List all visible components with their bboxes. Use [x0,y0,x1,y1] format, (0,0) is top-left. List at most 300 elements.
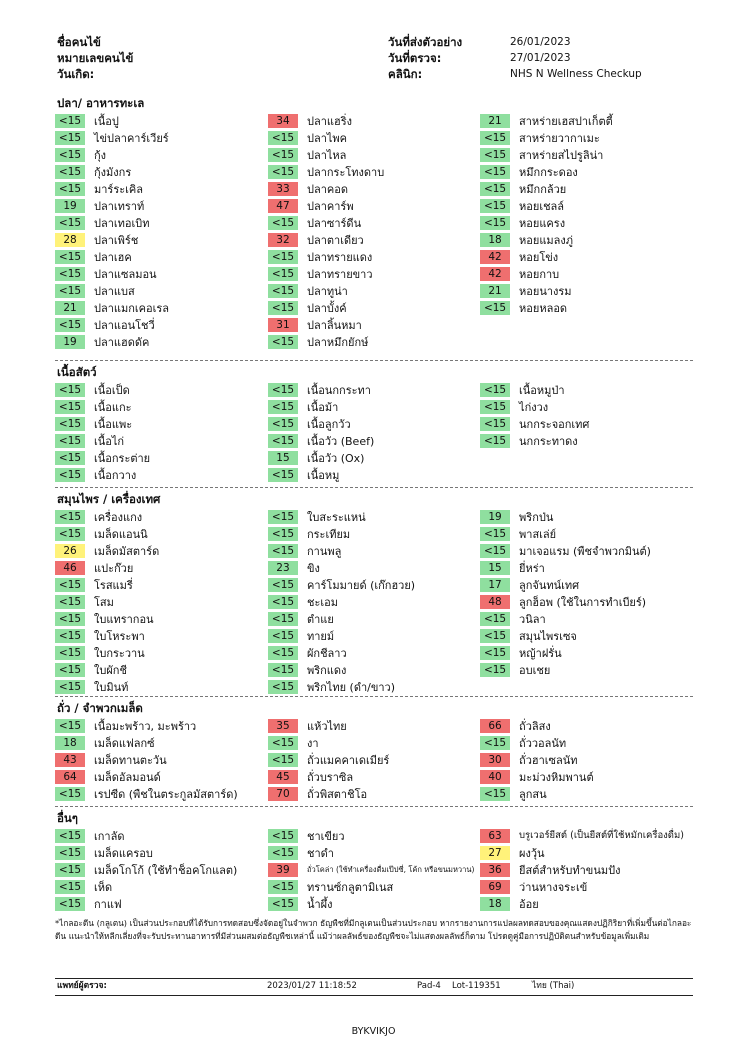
allergen-name: แปะก๊วย [94,561,134,575]
result-badge: <15 [268,612,298,626]
allergen-column [480,508,693,695]
allergen-name: เมล็ดแอนนิ [94,527,148,541]
result-badge: <15 [268,400,298,414]
section-columns [55,112,693,350]
allergen-row [480,768,693,785]
allergen-row [480,895,693,912]
allergen-row [55,508,268,525]
result-badge: <15 [55,612,85,626]
allergen-name: แห้วไทย [306,719,347,733]
allergen-row [55,785,268,802]
allergen-row [268,333,480,350]
allergen-name: ปลาแฮริ่ง [306,114,352,128]
allergen-column [55,381,268,483]
allergen-row [55,265,268,282]
result-badge: <15 [268,301,298,315]
section-columns [55,508,693,695]
allergen-name: เห็ด [94,880,113,894]
allergen-row [268,895,480,912]
allergen-row [268,576,480,593]
result-badge: 28 [55,233,85,247]
allergen-name: สมุนไพรเซจ [519,629,577,643]
result-badge: <15 [55,468,85,482]
allergen-row [480,197,693,214]
allergen-row [480,844,693,861]
result-badge: <15 [480,663,510,677]
allergen-row [55,542,268,559]
allergen-name: ปลาทรายแดง [306,250,373,264]
result-badge: <15 [268,131,298,145]
allergen-name: ปลาแซลมอน [94,267,157,281]
result-badge: <15 [55,846,85,860]
allergen-name: เนื้อลูกวัว [306,417,351,431]
brand-footer: BYKVIKJO [351,1026,396,1037]
allergen-row [55,661,268,678]
allergen-name: เนื้อกวาง [94,468,137,482]
allergen-row [480,717,693,734]
allergen-name: หอยกาบ [519,267,560,281]
allergen-name: ปลาบั้งค์ [306,301,347,315]
result-badge: <15 [480,131,510,145]
allergen-row [55,316,268,333]
result-badge: <15 [55,719,85,733]
allergen-row [480,129,693,146]
allergen-row [55,231,268,248]
allergen-name: โรสแมรี่ [94,578,133,592]
allergen-row [55,610,268,627]
allergen-row [268,146,480,163]
result-badge: <15 [268,165,298,179]
allergen-name: ปลาทูน่า [306,284,348,298]
result-badge: <15 [480,301,510,315]
allergen-row [480,644,693,661]
result-badge: <15 [480,736,510,750]
result-badge: <15 [480,216,510,230]
allergen-name: ปลาเพิร์ช [94,233,139,247]
result-badge: <15 [268,267,298,281]
result-badge: <15 [268,663,298,677]
allergen-row [55,525,268,542]
allergen-name: เรปซีด (พืชในตระกูลมัสตาร์ด) [94,787,238,801]
allergen-name: ปลาแบส [94,284,135,298]
allergen-name: เครื่องแกง [94,510,143,524]
allergen-row [268,542,480,559]
allergen-column [55,508,268,695]
allergen-row [480,398,693,415]
allergen-name: ถั่วแมคคาเดเมียร์ [306,753,390,767]
allergen-name: เมล็ดโกโก้ (ใช้ทำช็อคโกแลต) [94,863,238,877]
allergen-name: นกกระจอกเทศ [519,417,590,431]
allergen-name: เนื้อม้า [306,400,339,414]
allergen-name: ขิง [306,561,320,575]
allergen-name: ปลาเทราท์ [94,199,145,213]
allergen-row [55,844,268,861]
result-badge: 43 [55,753,85,767]
allergen-row [480,610,693,627]
allergen-row [55,895,268,912]
allergen-row [55,768,268,785]
allergen-row [480,661,693,678]
allergen-name: อบเชย [519,663,551,677]
result-badge: <15 [268,846,298,860]
allergen-row [268,861,480,878]
result-badge: 42 [480,267,510,281]
result-badge: 35 [268,719,298,733]
result-badge: <15 [480,383,510,397]
allergen-name: หมึกกระดอง [519,165,578,179]
allergen-row [268,449,480,466]
allergen-row [480,214,693,231]
allergen-row [55,248,268,265]
allergen-row [55,180,268,197]
result-badge: <15 [268,680,298,694]
allergen-name: ว่านหางจระเข้ [519,880,588,894]
result-badge: <15 [55,897,85,911]
result-badge: <15 [55,318,85,332]
allergen-row [480,576,693,593]
allergen-row [268,265,480,282]
header-row [57,66,697,82]
result-badge: 39 [268,863,298,877]
allergen-row [268,466,480,483]
allergen-name: เมล็ดทานตะวัน [94,753,167,767]
allergen-row [268,112,480,129]
test-date-value: 27/01/2023 [510,52,571,64]
test-date-label: วันที่ตรวจ: [388,51,442,65]
allergen-row [480,861,693,878]
result-badge: 21 [480,114,510,128]
allergen-name: เนื้อนกกระทา [306,383,371,397]
allergen-row [55,299,268,316]
allergen-name: ลูกฮ็อพ (ใช้ในการทำเบียร์) [519,595,647,609]
allergen-name: ถั่ววอลนัท [519,736,567,750]
section-title: ปลา/ อาหารทะเล [57,96,145,110]
allergen-row [268,593,480,610]
result-badge: <15 [480,417,510,431]
allergen-row [55,466,268,483]
allergen-name: ใบมินท์ [94,680,129,694]
result-badge: <15 [268,335,298,349]
allergen-row [480,432,693,449]
result-badge: <15 [480,646,510,660]
allergen-name: ไก่งวง [519,400,549,414]
result-badge: <15 [55,216,85,230]
allergen-row [55,861,268,878]
allergen-row [480,231,693,248]
result-badge: 31 [268,318,298,332]
allergen-row [268,316,480,333]
allergen-row [55,398,268,415]
patient-header [57,34,697,82]
allergen-row [55,129,268,146]
allergen-row [268,661,480,678]
result-badge: <15 [268,829,298,843]
allergen-section [55,491,693,695]
allergen-name: ผักชีลาว [306,646,347,660]
result-badge: <15 [480,612,510,626]
allergen-row [480,785,693,802]
result-badge: <15 [268,216,298,230]
allergen-name: เมล็ดอัลมอนด์ [94,770,161,784]
result-badge: <15 [55,829,85,843]
allergen-row [480,525,693,542]
result-badge: <15 [268,250,298,264]
allergen-row [55,827,268,844]
result-badge: <15 [55,131,85,145]
result-badge: <15 [480,527,510,541]
result-badge: 70 [268,787,298,801]
allergen-row [55,163,268,180]
result-badge: <15 [268,578,298,592]
allergen-name: เนื้อวัว (Beef) [306,434,375,448]
allergen-name: หญ้าฝรั่น [519,646,562,660]
result-badge: 23 [268,561,298,575]
allergen-row [480,265,693,282]
allergen-name: อ้อย [519,897,539,911]
allergen-name: พริกป่น [519,510,554,524]
allergen-row [480,627,693,644]
header-row [57,50,697,66]
result-badge: 17 [480,578,510,592]
allergen-row [55,559,268,576]
result-badge: <15 [55,400,85,414]
allergen-name: ถั่วฮาเซลนัท [519,753,578,767]
allergen-name: ปลาซาร์ดีน [306,216,362,230]
allergen-row [268,197,480,214]
allergen-row [480,299,693,316]
allergen-row [480,559,693,576]
allergen-name: กานพลู [306,544,342,558]
result-badge: <15 [268,646,298,660]
allergen-row [268,751,480,768]
allergen-name: งา [306,736,319,750]
result-badge: <15 [55,267,85,281]
result-badge: <15 [480,434,510,448]
allergen-name: ปลาแอนโชวี่ [94,318,155,332]
lot-number: Lot-119351 [452,981,501,991]
section-columns [55,381,693,483]
result-badge: 19 [480,510,510,524]
allergen-name: บรูเวอร์ยีสต์ (เป็นยีสต์ที่ใช้หมักเครื่องดื่ม) [519,830,684,841]
allergen-row [268,248,480,265]
result-badge: <15 [55,510,85,524]
allergen-name: ถั่วลิสง [519,719,551,733]
allergen-column [268,827,480,912]
allergen-name: นกกระทาดง [519,434,578,448]
result-badge: 15 [268,451,298,465]
allergen-name: เมล็ดแครอบ [94,846,153,860]
allergen-name: คาร์โมมายด์ (เก๊กฮวย) [306,578,416,592]
allergen-row [268,525,480,542]
result-badge: 19 [55,199,85,213]
allergen-row [268,678,480,695]
result-badge: <15 [268,629,298,643]
allergen-name: หอยแครง [519,216,566,230]
allergen-row [480,593,693,610]
allergen-section [55,95,693,350]
section-columns [55,827,693,912]
result-badge: <15 [55,863,85,877]
sample-date-value: 26/01/2023 [510,36,571,48]
allergen-column [268,381,480,483]
allergen-name: ใบผักชี [94,663,127,677]
allergen-row [55,593,268,610]
allergen-name: เมล็ดมัสตาร์ด [94,544,160,558]
allergen-row [268,559,480,576]
allergen-name: ใบแทรากอน [94,612,154,626]
allergen-name: ชาดำ [306,846,334,860]
result-badge: 64 [55,770,85,784]
result-badge: <15 [268,736,298,750]
allergen-name: หอยนางรม [519,284,572,298]
allergen-name: หอยโข่ง [519,250,559,264]
allergen-name: ยี่หร่า [519,561,545,575]
signature-bar [55,978,693,996]
allergen-name: เกาลัด [94,829,125,843]
allergen-name: ปลาลิ้นหมา [306,318,362,332]
result-badge: 26 [55,544,85,558]
allergen-row [480,112,693,129]
result-badge: <15 [480,182,510,196]
result-badge: <15 [480,629,510,643]
doctor-label: แพทย์ผู้ตรวจ: [57,981,107,991]
allergen-row [268,785,480,802]
allergen-row [55,717,268,734]
allergen-column [55,717,268,802]
result-badge: <15 [55,787,85,801]
allergen-row [268,129,480,146]
allergen-row [55,627,268,644]
allergen-row [55,415,268,432]
result-badge: <15 [480,148,510,162]
section-title: เนื้อสัตว์ [57,365,97,379]
allergen-column [480,827,693,912]
allergen-name: ใบโหระพา [94,629,145,643]
allergen-row [268,844,480,861]
result-badge: 18 [55,736,85,750]
result-badge: <15 [268,284,298,298]
result-badge: <15 [480,199,510,213]
allergen-column [55,827,268,912]
result-badge: 34 [268,114,298,128]
result-badge: <15 [55,417,85,431]
result-badge: <15 [55,451,85,465]
allergen-name: เนื้อแพะ [94,417,133,431]
result-badge: 48 [480,595,510,609]
allergen-section [55,364,693,483]
allergen-name: พริกแดง [306,663,347,677]
allergen-row [480,163,693,180]
allergen-name: พริกไทย (ดำ/ขาว) [306,680,396,694]
allergen-row [480,381,693,398]
allergen-row [268,398,480,415]
allergen-row [55,197,268,214]
result-badge: 27 [480,846,510,860]
allergen-row [268,299,480,316]
allergen-row [55,751,268,768]
result-badge: <15 [55,578,85,592]
result-badge: <15 [268,880,298,894]
result-badge: <15 [55,680,85,694]
allergen-name: ยีสต์สำหรับทำขนมปัง [519,863,621,877]
result-badge: <15 [268,148,298,162]
allergen-name: ทรานซ์กลูตามิเนส [306,880,394,894]
allergen-row [55,644,268,661]
allergen-name: พาสเล่ย์ [519,527,557,541]
allergen-name: ชะเอม [306,595,338,609]
allergen-row [55,112,268,129]
result-badge: <15 [268,544,298,558]
result-badge: <15 [55,629,85,643]
result-badge: <15 [268,753,298,767]
result-badge: 36 [480,863,510,877]
allergen-name: ปลาคอด [306,182,348,196]
section-title: ถั่ว / จำพวกเมล็ด [57,701,143,715]
allergen-row [480,508,693,525]
allergen-row [268,878,480,895]
allergen-name: มาร์ระเคิล [94,182,144,196]
result-badge: 46 [55,561,85,575]
allergen-row [480,248,693,265]
section-title: สมุนไพร / เครื่องเทศ [57,492,161,506]
allergen-column [480,112,693,350]
allergen-name: ปลาเทอเบิท [94,216,150,230]
allergen-row [268,214,480,231]
allergen-row [268,644,480,661]
report-datetime: 2023/01/27 11:18:52 [267,981,357,991]
allergen-name: โสม [94,595,114,609]
result-badge: <15 [268,434,298,448]
allergen-row [268,282,480,299]
result-badge: <15 [55,284,85,298]
allergen-row [55,878,268,895]
allergen-name: เนื้อวัว (Ox) [306,451,365,465]
result-badge: 66 [480,719,510,733]
section-divider [55,696,693,697]
allergen-name: ถั่วโคล่า (ใช้ทำเครื่องดื่มเป๊ปซี่, โค้ก หรือขนมหวาน) [306,864,475,874]
allergen-row [480,282,693,299]
result-badge: 19 [55,335,85,349]
result-badge: <15 [55,114,85,128]
patient-name-label: ชื่อคนไข้ [57,35,101,49]
allergen-row [268,180,480,197]
result-badge: <15 [268,383,298,397]
allergen-row [480,734,693,751]
allergen-column [268,508,480,695]
result-badge: 40 [480,770,510,784]
birth-date-label: วันเกิด: [57,67,95,81]
section-divider [55,487,693,488]
allergen-name: ปลากระโทงดาบ [306,165,385,179]
patient-id-label: หมายเลขคนไข้ [57,51,134,65]
allergen-row [480,827,693,844]
result-badge: 15 [480,561,510,575]
allergen-name: ชาเขียว [306,829,345,843]
allergen-name: ลูกสน [519,787,547,801]
result-badge: 63 [480,829,510,843]
allergen-name: ใบกระวาน [94,646,145,660]
allergen-column [480,717,693,802]
allergen-name: หอยเชลล์ [519,199,565,213]
allergen-name: สาหร่ายเฮสปาเก็ตตี้ [519,114,613,128]
allergen-name: เนื้อหมูป่า [519,383,565,397]
allergen-name: ปลาแมกเคอเรล [94,301,170,315]
header-row [57,34,697,50]
allergen-name: ผงวุ้น [519,846,545,860]
result-badge: <15 [55,646,85,660]
result-badge: 45 [268,770,298,784]
result-badge: 18 [480,233,510,247]
